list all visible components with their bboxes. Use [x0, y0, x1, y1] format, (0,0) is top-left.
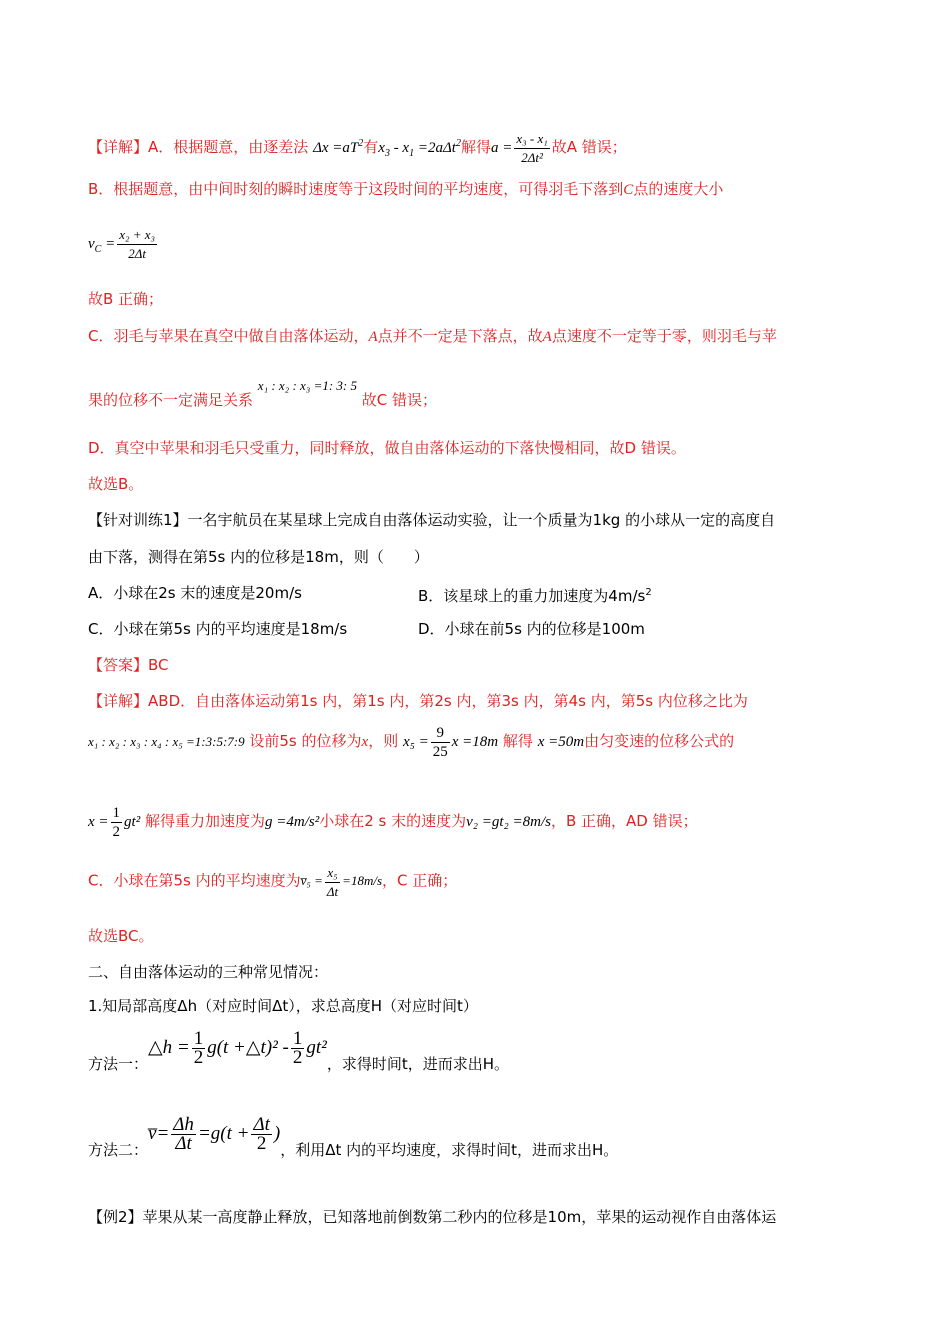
detail2-line-3 [88, 804, 698, 841]
detail-c-text: C．羽毛与苹果在真空中做自由落体运动， [88, 327, 369, 345]
detail-b-text-end: 点的速度大小 [633, 180, 724, 198]
detail2-text: ，则 [368, 731, 399, 750]
detail2-text: 解得 [502, 731, 533, 750]
formula-text: =g(t + [197, 1122, 250, 1144]
detail-c-line-2 [88, 378, 438, 409]
detail-b-line [88, 179, 723, 200]
fraction [514, 130, 549, 167]
method-1-text: ，求得时间t，进而求出H。 [326, 1054, 510, 1073]
formula-text: gt² [124, 813, 141, 830]
formula-text: - x [389, 139, 410, 156]
example-2-line [88, 1207, 776, 1227]
fraction-numerator: Δh [173, 1114, 194, 1135]
fraction-numerator: x₅ [325, 864, 340, 883]
option-d: D．小球在前5s 内的位移是100m [418, 620, 645, 638]
formula-x-50m: x =50m [537, 733, 585, 750]
text-jiede: 解得 [460, 137, 491, 156]
formula-a [490, 131, 552, 165]
fraction-denominator: 2 [112, 824, 121, 840]
formula-vc-line [88, 226, 159, 263]
method-2-formula [148, 1114, 281, 1154]
detail-a-line [88, 130, 627, 167]
point-c: C [623, 182, 634, 198]
formula-sub: C [94, 243, 102, 255]
formula-text: △h = [148, 1036, 190, 1058]
formula-ratio-13579: x₁ : x₂ : x₃ : x₄ : x₅ =1:3:5:7:9 [88, 733, 245, 749]
detail2-text: ，B 正确，AD 错误； [550, 811, 698, 830]
formula-text: v̅₅ = [300, 873, 323, 889]
method-2-label: 方法二： [88, 1140, 149, 1159]
fraction-numerator: 1 [112, 805, 121, 821]
detail2-text: 设前5s 的位移为 [249, 731, 362, 750]
section-2-item-1: 1.知局部高度Δh（对应时间Δt），求总高度H（对应时间t） [88, 997, 478, 1015]
formula-text: v [88, 235, 95, 252]
choose-b: 故选B。 [88, 475, 144, 493]
example-2-text: 苹果从某一高度静止释放，已知落地前倒数第二秒内的位移是10m，苹果的运动视作自由落体运 [142, 1208, 777, 1226]
detail-c-text: 点并不一定是下落点，故 [377, 327, 543, 345]
detail-c-line [88, 326, 777, 347]
formula-sup: 2 [455, 137, 461, 149]
formula-dx-at2 [313, 137, 364, 156]
option-b-sup: 2 [645, 587, 652, 598]
fraction-numerator: 1 [292, 1028, 303, 1049]
text-a-wrong: 故A 错误； [551, 137, 627, 156]
option-b [418, 583, 652, 606]
fraction [251, 1116, 271, 1153]
question-tag: 【针对训练1】 [88, 511, 188, 529]
fraction-denominator: 2 [193, 1047, 204, 1068]
option-a: A．小球在2s 末的速度是20m/s [88, 584, 302, 602]
formula-v2: v₂ =gt₂ =8m/s [466, 813, 551, 830]
fraction-denominator: 25 [432, 744, 448, 760]
formula-text: x [378, 139, 385, 156]
detail-c-wrong: 故C 错误； [361, 391, 438, 409]
example-2-tag: 【例2】 [88, 1208, 143, 1226]
formula-x5 [403, 725, 499, 760]
formula-ratio-135: x₁ : x₂ : x₃ =1: 3: 5 [257, 378, 358, 393]
detail2-line-1 [88, 691, 748, 711]
fraction-denominator: 2 [256, 1133, 267, 1154]
detail2-text: 解得重力加速度为 [144, 811, 265, 830]
fraction [192, 1030, 206, 1067]
fraction-numerator: x₃ - x₁ [514, 130, 549, 149]
fraction-denominator: Δt [326, 884, 339, 899]
detail-a-text: A．根据题意，由逐差法 [148, 137, 309, 156]
formula-x3-x1 [378, 137, 461, 159]
point-a: A [542, 329, 552, 345]
fraction-numerator: 1 [193, 1028, 204, 1049]
detail2-text: C．小球在第5s 内的平均速度为 [88, 871, 301, 890]
fraction [291, 1030, 305, 1067]
formula-text: x =18m [451, 733, 499, 750]
section-2-heading: 二、自由落体运动的三种常见情况： [88, 963, 329, 981]
var-x: x [361, 733, 369, 750]
fraction-denominator: 2Δt² [521, 150, 543, 165]
fraction-denominator: 2 [292, 1047, 303, 1068]
fraction [171, 1116, 196, 1153]
fraction-denominator: Δt [175, 1133, 192, 1154]
detail-d-line: D．真空中苹果和羽毛只受重力，同时释放，做自由落体运动的下落快慢相同，故D 错误。 [88, 439, 686, 457]
fraction-numerator: Δt [253, 1114, 270, 1135]
formula-text: = [101, 235, 116, 252]
formula-text: Δx =aT [313, 139, 359, 156]
formula-text: a = [490, 139, 513, 156]
option-c: C．小球在第5s 内的平均速度是18m/s [88, 620, 348, 638]
formula-text: g(t +△t)² - [207, 1036, 289, 1058]
detail2-text: ABD．自由落体运动第1s 内，第1s 内，第2s 内，第3s 内，第4s 内，第5s 内位移之比为 [148, 692, 748, 710]
method-1-formula [148, 1028, 327, 1068]
method-2-text: ，利用Δt 内的平均速度，求得时间t，进而求出H。 [280, 1140, 619, 1159]
option-b-text: B．该星球上的重力加速度为4m/s [418, 587, 646, 605]
formula-x-half-gt2 [88, 805, 141, 840]
fraction-denominator: 2Δt [128, 246, 147, 261]
formula-sub: 1 [409, 147, 415, 159]
method-2-line [88, 1114, 619, 1159]
fraction [431, 724, 450, 761]
detail2-line-4 [88, 864, 457, 901]
formula-text: =18m/s [342, 873, 383, 889]
method-1-line [88, 1028, 510, 1073]
choose-bc: 故选BC。 [88, 927, 154, 945]
detail-b-text: B．根据题意，由中间时刻的瞬时速度等于这段时间的平均速度，可得羽毛下落到 [88, 180, 624, 198]
point-a: A [368, 329, 378, 345]
formula-text: x = [88, 813, 109, 830]
formula-sup: 2 [358, 137, 364, 149]
fraction-numerator: x₂ + x₃ [117, 226, 157, 245]
fraction [111, 804, 123, 841]
formula-sub: 3 [384, 147, 390, 159]
detail-tag: 【详解】 [88, 137, 149, 156]
detail-b-correct: 故B 正确； [88, 290, 164, 308]
question-line-1 [88, 510, 775, 530]
question-line-2: 由下落，测得在第5s 内的位移是18m，则（ ） [88, 548, 429, 566]
text-you: 有 [363, 137, 379, 156]
formula-text: =2aΔt [414, 139, 456, 156]
fraction [325, 864, 340, 901]
fraction-numerator: 9 [431, 724, 450, 743]
detail2-text: 由匀变速的位移公式的 [584, 731, 735, 750]
formula-text: ) [273, 1122, 281, 1144]
detail-tag: 【详解】 [88, 692, 149, 710]
formula-text: gt² [306, 1036, 327, 1058]
detail2-text: ，C 正确； [382, 871, 458, 890]
formula-text: x₅ = [403, 733, 429, 750]
formula-text: v̅= [148, 1122, 170, 1144]
answer: 【答案】BC [88, 656, 169, 674]
formula-g: g =4m/s² [265, 813, 320, 830]
fraction [117, 226, 157, 263]
question-text: 一名宇航员在某星球上完成自由落体运动实验，让一个质量为1kg 的小球从一定的高度自 [187, 511, 776, 529]
detail2-line-2 [88, 724, 734, 761]
detail-c-text: 果的位移不一定满足关系 [88, 391, 254, 409]
detail2-text: 小球在2 s 末的速度为 [319, 811, 467, 830]
detail-c-text: 点速度不一定等于零，则羽毛与苹 [551, 327, 777, 345]
method-1-label: 方法一： [88, 1054, 149, 1073]
